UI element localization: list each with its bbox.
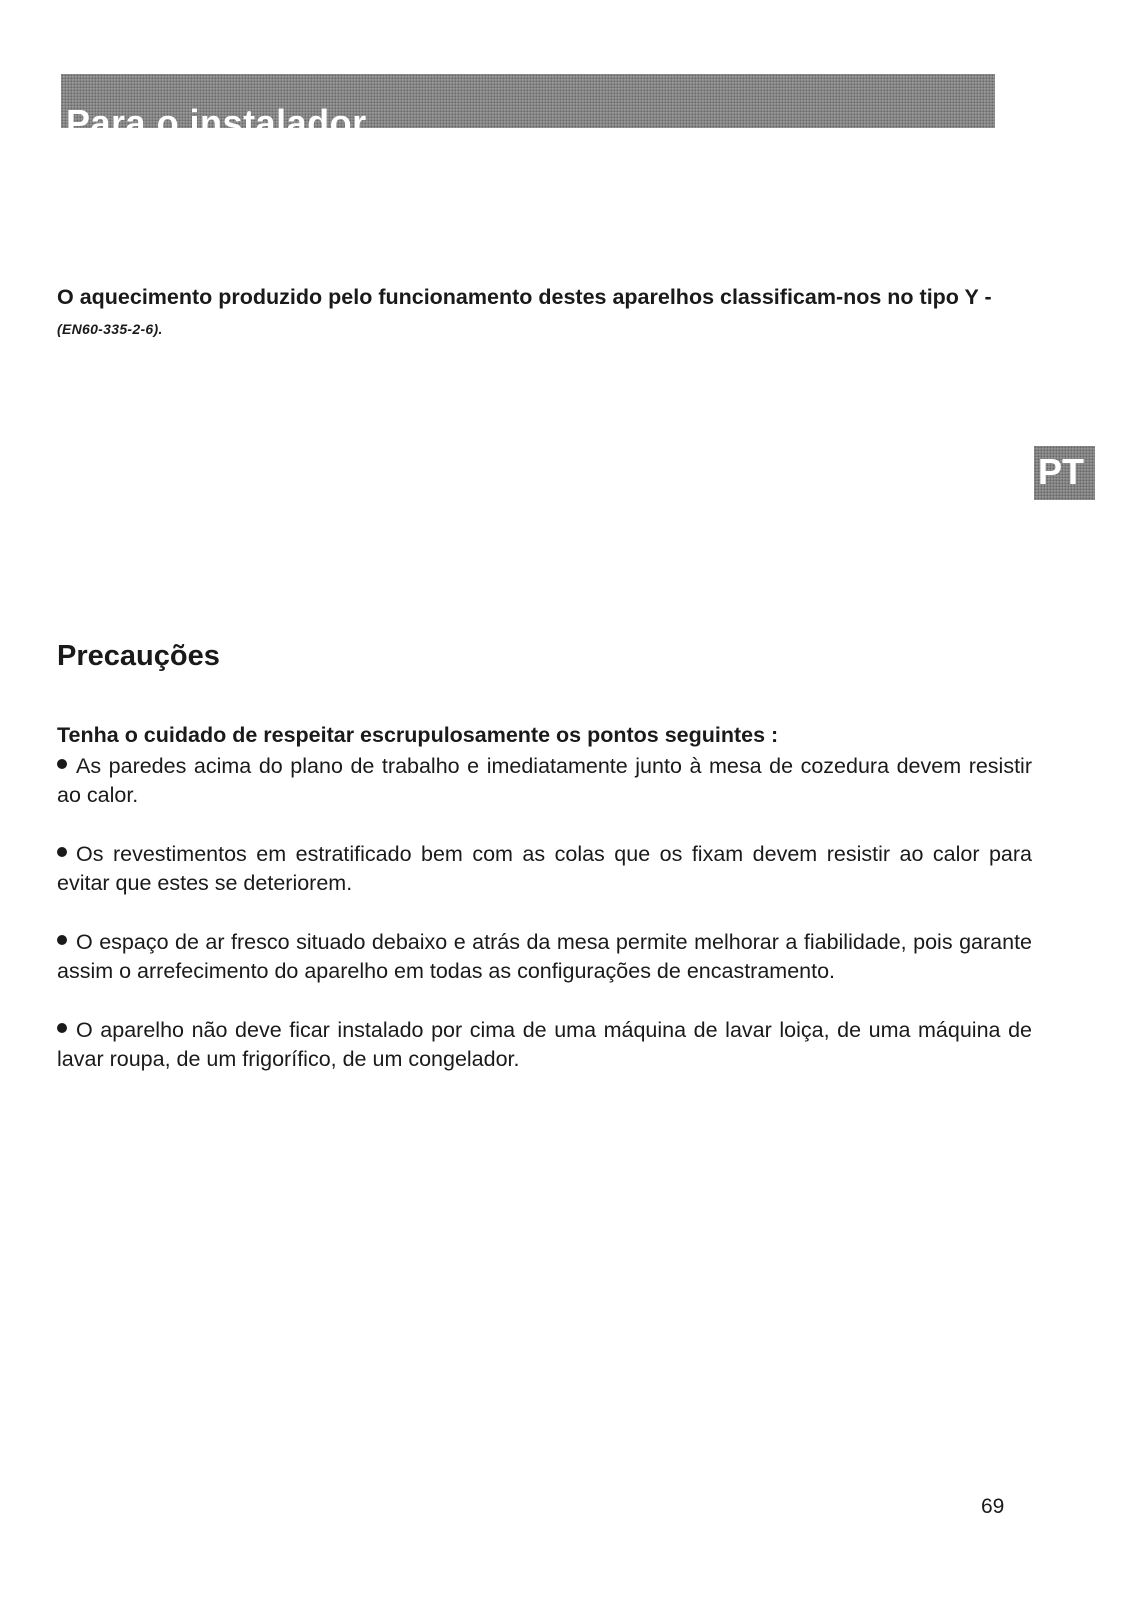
list-item-text: Os revestimentos em estratificado bem com as colas que os fixam devem resistir ao calor para evitar que estes se deteriorem.	[57, 842, 1032, 895]
list-item	[57, 752, 1032, 810]
bullet-icon	[57, 935, 67, 945]
intro-text: O aquecimento produzido pelo funcionamento destes aparelhos classificam-nos no tipo Y -	[57, 285, 992, 309]
language-tab-label: PT	[1038, 451, 1085, 492]
list-item-text: As paredes acima do plano de trabalho e imediatamente junto à mesa de cozedura devem resistir ao calor.	[57, 754, 1032, 807]
list-item-text: O aparelho não deve ficar instalado por cima de uma máquina de lavar loiça, de uma máquina de lavar roupa, de um frigorífico, de um congelador.	[57, 1018, 1032, 1071]
bullet-icon	[57, 1023, 67, 1033]
page-number: 69	[981, 1495, 1005, 1518]
standard-reference: (EN60-335-2-6).	[57, 321, 163, 337]
language-tab	[1034, 446, 1095, 500]
list-item	[57, 1016, 1032, 1074]
bullet-icon	[57, 847, 67, 857]
page-title: Para o instalador	[66, 102, 367, 144]
list-item	[57, 840, 1032, 898]
section-title-precautions: Precauções	[57, 640, 220, 672]
bullet-icon	[57, 759, 67, 769]
list-item	[57, 928, 1032, 986]
intro-paragraph	[57, 282, 1032, 344]
precautions-lead: Tenha o cuidado de respeitar escrupulosamente os pontos seguintes :	[57, 723, 779, 747]
precautions-list	[57, 752, 1032, 1103]
section-header-bar	[61, 74, 995, 144]
list-item-text: O espaço de ar fresco situado debaixo e atrás da mesa permite melhorar a fiabilidade, pois garante assim o arrefecimento do aparelho em todas as configurações de encastramento.	[57, 930, 1032, 983]
